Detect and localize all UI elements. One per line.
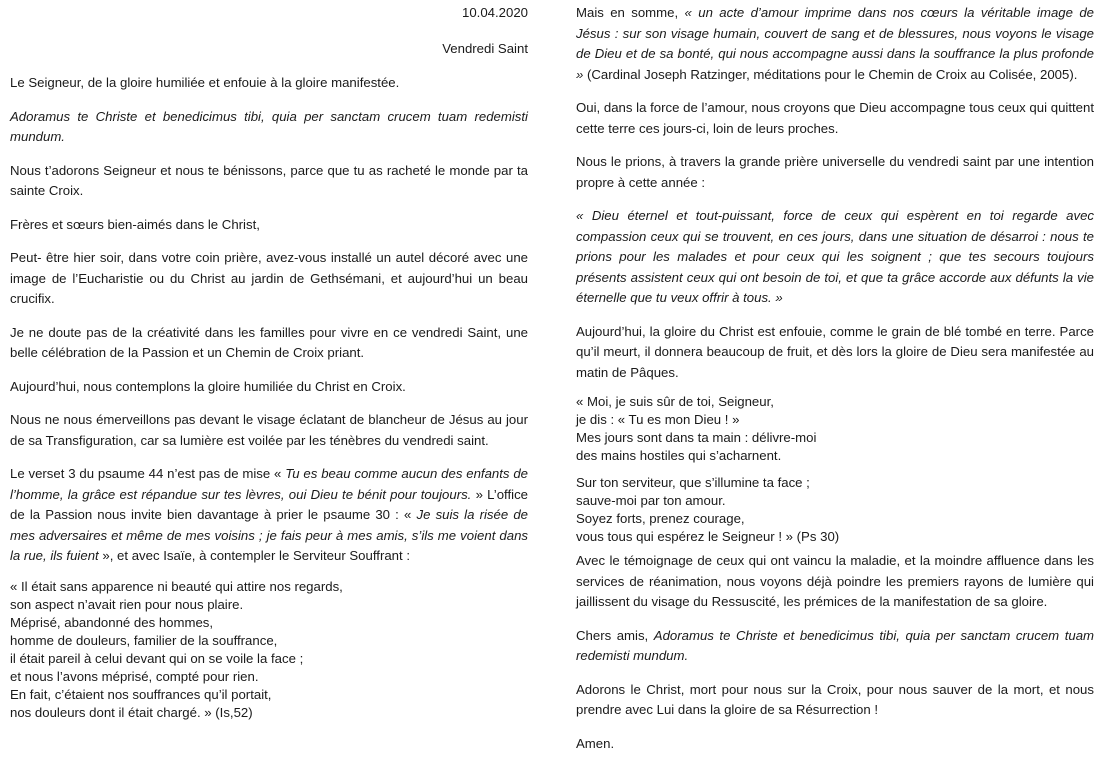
verse-line: et nous l’avons méprisé, compté pour rien.: [10, 668, 259, 684]
left-column: [10, 0, 528, 722]
verse-line: En fait, c’étaient nos souffrances qu’il portait,: [10, 686, 272, 702]
latin-prayer-text: Adoramus te Christe et benedicimus tibi, quia per sanctam crucem tuam redemisti mundum.: [10, 108, 528, 144]
universal-prayer: [576, 206, 1094, 309]
date: 10.04.2020: [461, 5, 528, 20]
verse-line: je dis : « Tu es mon Dieu ! »: [576, 412, 740, 427]
chers-amis-latin: Adoramus te Christe et benedicimus tibi, quia per sanctam crucem tuam redemisti mundum.: [576, 627, 1095, 663]
verse-line: Méprisé, abandonné des hommes,: [10, 614, 214, 630]
chers-amis-text: Chers amis,: [576, 627, 654, 643]
paragraph-force: Oui, dans la force de l’amour, nous croyons que Dieu accompagne tous ceux qui quittent cette terre ces jours-ci, loin de leurs proches.: [576, 100, 1094, 136]
paragraph-temoignage: Avec le témoignage de ceux qui ont vaincu la maladie, et la moindre affluence dans les services de réanimation, nous voyons déjà poindre les premiers rayons de lumière qui jaillissent du visage du Ressuscité, les prémices de la manifestation de sa gloire.: [576, 553, 1094, 609]
paragraph-transfiguration: Nous ne nous émerveillons pas devant le visage éclatant de blancheur de Jésus au jour de sa Transfiguration, car sa lumière est voilée par les ténèbres du vendredi saint.: [10, 412, 528, 448]
latin-prayer: [10, 107, 528, 148]
psalm-text-2: » L’office de la Passion nous invite bien davantage à prier le psaume 30 : «: [10, 486, 528, 522]
psalm-text-3: », et avec Isaïe, à contempler le Serviteur Souffrant :: [98, 548, 410, 563]
verse-line: il était pareil à celui devant qui on se voile la face ;: [10, 650, 304, 666]
ratzinger-text-1: Mais en somme,: [576, 5, 685, 20]
day-title: Vendredi Saint: [442, 40, 528, 56]
verse-line: vous tous qui espérez le Seigneur ! » (Ps 30): [576, 529, 840, 544]
verse-line: sauve-moi par ton amour.: [576, 493, 726, 508]
intro-line: Le Seigneur, de la gloire humiliée et enfouie à la gloire manifestée.: [10, 75, 400, 90]
psalm-quote-2: Je suis la risée de mes adversaires et même de mes voisins ; je fais peur à mes amis, s’ils me voient dans la rue, ils fuient: [10, 507, 528, 563]
verse-line: son aspect n’avait rien pour nous plaire.: [10, 596, 244, 612]
verse-line: « Moi, je suis sûr de toi, Seigneur,: [576, 394, 774, 409]
ratzinger-citation: (Cardinal Joseph Ratzinger, méditations pour le Chemin de Croix au Colisée, 2005).: [583, 66, 1078, 82]
verse-line: nos douleurs dont il était chargé. » (Is,52): [10, 704, 253, 720]
paragraph-grain: Aujourd’hui, la gloire du Christ est enfouie, comme le grain de blé tombé en terre. Parce qu’il meurt, il donnera beaucoup de fruit, et dès lors la gloire de Dieu sera manifestée au matin de Pâques.: [576, 323, 1094, 380]
verse-line: homme de douleurs, familier de la souffrance,: [10, 632, 278, 648]
verse-line: des mains hostiles qui s’acharnent.: [576, 448, 782, 463]
right-column: [576, 0, 1094, 754]
verse-line: Mes jours sont dans ta main : délivre-moi: [576, 430, 817, 445]
paragraph-contemplate: Aujourd’hui, nous contemplons la gloire humiliée du Christ en Croix.: [10, 378, 406, 394]
psalm30-verse-b: [576, 474, 1094, 546]
paragraph-ratzinger: [576, 3, 1094, 85]
paragraph-adorons: Adorons le Christ, mort pour nous sur la Croix, pour nous sauver de la mort, et nous prendre avec Lui dans la gloire de sa Résurrection !: [576, 681, 1094, 717]
verse-line: Soyez forts, prenez courage,: [576, 511, 745, 526]
paragraph-altar: Peut- être hier soir, dans votre coin prière, avez-vous installé un autel décoré avec une image de l’Eucharistie ou du Christ au jardin de Gethsémani, et aujourd’hui un beau crucifix.: [10, 250, 528, 306]
psalm-quote-1: Tu es beau comme aucun des enfants de l’homme, la grâce est répandue sur tes lèvres, oui Dieu te bénit pour toujours.: [10, 466, 528, 502]
psalm-text-1: Le verset 3 du psaume 44 n’est pas de mise «: [10, 466, 286, 481]
ratzinger-quote: « un acte d’amour imprime dans nos cœurs la véritable image de Jésus : sur son visage humain, couvert de sang et de blessures, nous voyons le visage de Dieu et de sa bonté, qui nous accompagne aussi dans la souffrance la plus profonde »: [576, 5, 1094, 82]
psalm30-verse-a: [576, 393, 1094, 465]
translation: Nous t’adorons Seigneur et nous te bénissons, parce que tu as racheté le monde par ta sainte Croix.: [10, 162, 528, 198]
isaiah-verse: [10, 578, 528, 722]
universal-prayer-text: « Dieu éternel et tout-puissant, force de ceux qui espèrent en toi regarde avec compassion ceux qui se trouvent, en ces jours, dans une situation de désarroi : nous te prions pour les malades et pour ceux qui les soignent ; que tes secours toujours présents assistent ceux qui ont besoin de toi, et que ta grâce accorde aux défunts la vie éternelle que tu veux offrir à tous. »: [576, 208, 1094, 305]
paragraph-chers-amis: [576, 626, 1094, 667]
paragraph-psalm: [10, 464, 528, 567]
greeting: Frères et sœurs bien-aimés dans le Christ,: [10, 216, 260, 232]
paragraph-prions: Nous le prions, à travers la grande prière universelle du vendredi saint par une intention propre à cette année :: [576, 154, 1094, 190]
verse-line: Sur ton serviteur, que s’illumine ta face ;: [576, 475, 810, 490]
verse-line: « Il était sans apparence ni beauté qui attire nos regards,: [10, 578, 343, 594]
amen: Amen.: [576, 735, 615, 751]
paragraph-creativity: Je ne doute pas de la créativité dans les familles pour vivre en ce vendredi Saint, une belle célébration de la Passion et un Chemin de Croix priant.: [10, 324, 528, 360]
